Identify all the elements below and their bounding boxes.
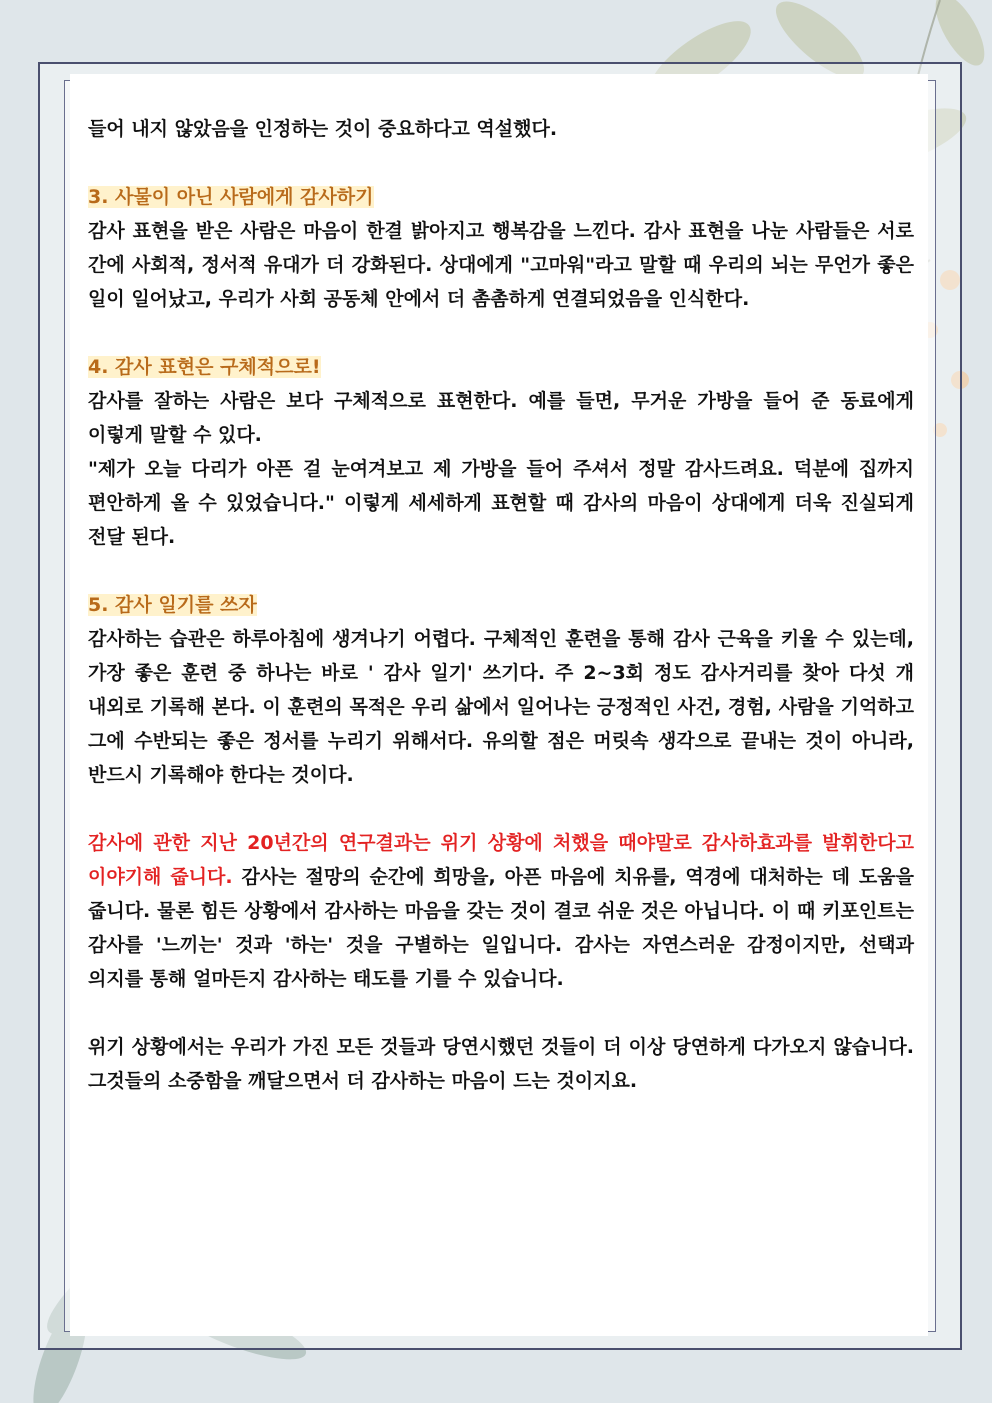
section-heading-5: 5. 감사 일기를 쓰자 (88, 594, 257, 616)
conclusion-highlight: 감사에 관한 지난 20년간의 연구결과는 위기 상황에 처했을 때야말로 감사하효과를 발휘한다고 이야기해 줍니다. (88, 832, 914, 888)
section-body-4-quote: "제가 오늘 다리가 아픈 걸 눈여겨보고 제 가방을 들어 주셔서 정말 감사드려요. 덕분에 집까지 편안하게 올 수 있었습니다." 이렇게 세세하게 표현할 때 감사의 마음이 상대에게 더욱 진실되게 전달 된다. (88, 458, 914, 548)
conclusion-paragraph (88, 826, 914, 996)
section-body-4: 감사를 잘하는 사람은 보다 구체적으로 표현한다. 예를 들면, 무거운 가방을 들어 준 동료에게 이렇게 말할 수 있다. (88, 390, 914, 446)
closing-paragraph: 위기 상황에서는 우리가 가진 모든 것들과 당연시했던 것들이 더 이상 당연하게 다가오지 않습니다. 그것들의 소중함을 깨달으면서 더 감사하는 마음이 드는 것이지요. (88, 1036, 914, 1092)
conclusion-rest: 감사는 절망의 순간에 희망을, 아픈 마음에 치유를, 역경에 대처하는 데 도움을 줍니다. 물론 힘든 상황에서 감사하는 마음을 갖는 것이 결코 쉬운 것은 아닙니다. 이 때 키포인트는 감사를 '느끼는' 것과 '하는' 것을 구별하는 일입니다. 감사는 자연스러운 감정이지만, 선택과 의지를 통해 얼마든지 감사하는 태도를 기를 수 있습니다. (88, 866, 914, 990)
document-body (88, 112, 914, 1098)
section-body-3: 감사 표현을 받은 사람은 마음이 한결 밝아지고 행복감을 느낀다. 감사 표현을 나눈 사람들은 서로 간에 사회적, 정서적 유대가 더 강화된다. 상대에게 "고마워"라고 말할 때 우리의 뇌는 무언가 좋은 일이 일어났고, 우리가 사회 공동체 안에서 더 촘촘하게 연결되었음을 인식한다. (88, 220, 914, 310)
intro-paragraph: 들어 내지 않았음을 인정하는 것이 중요하다고 역설했다. (88, 118, 558, 140)
section-body-5: 감사하는 습관은 하루아침에 생겨나기 어렵다. 구체적인 훈련을 통해 감사 근육을 키울 수 있는데, 가장 좋은 훈련 중 하나는 바로 ' 감사 일기' 쓰기다. 주 2~3회 정도 감사거리를 찾아 다섯 개 내외로 기록해 본다. 이 훈련의 목적은 우리 삶에서 일어나는 긍정적인 사건, 경험, 사람을 기억하고 그에 수반되는 좋은 정서를 누리기 위해서다. 유의할 점은 머릿속 생각으로 끝내는 것이 아니라, 반드시 기록해야 한다는 것이다. (88, 628, 914, 786)
section-heading-4: 4. 감사 표현은 구체적으로! (88, 356, 321, 378)
section-heading-3: 3. 사물이 아닌 사람에게 감사하기 (88, 186, 374, 208)
